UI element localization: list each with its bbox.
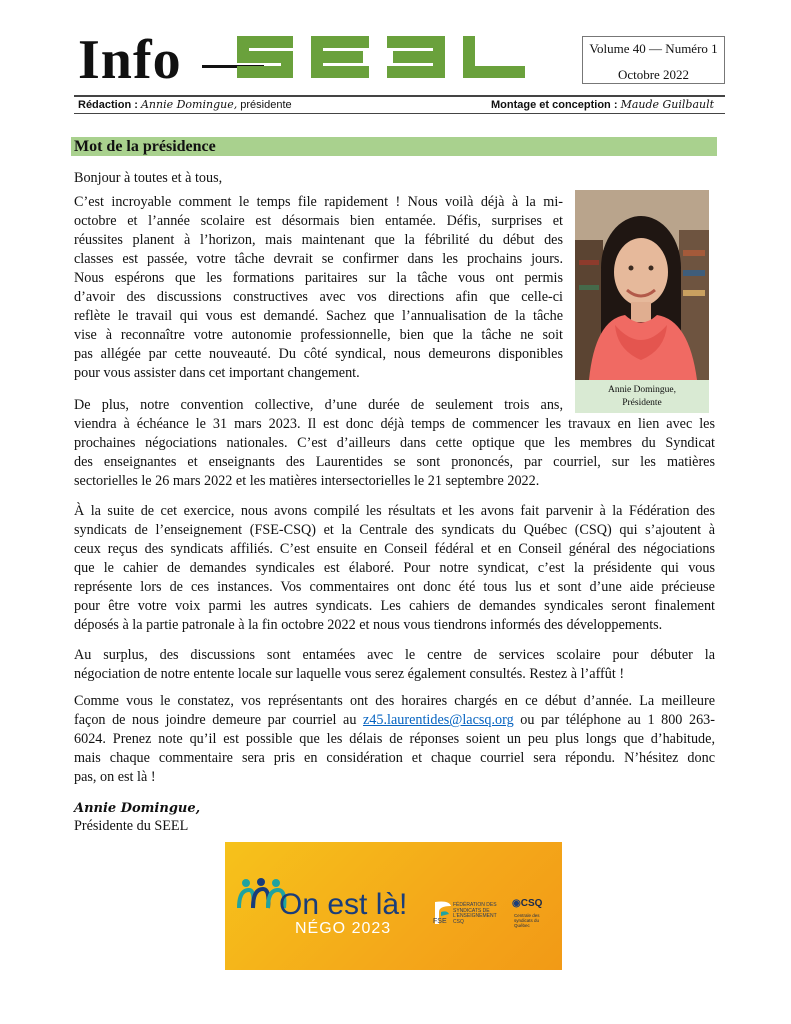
- montage-credit: Montage et conception : Maude Guilbault: [491, 98, 715, 111]
- redaction-credit: Rédaction : Annie Domingue, présidente: [78, 98, 292, 111]
- email-link[interactable]: z45.laurentides@lacsq.org: [363, 712, 514, 728]
- paragraph-2: viendra à échéance le 31 mars 2023. Il est donc déjà temps de commencer les travaux en lien avec les prochaines négociations nationales. C’est d’ailleurs dans cette optique que les membres du Syndicat des enseignantes et enseignants des Laurentides se sont prononcés, par courriel, sur les matières sectorielles le 26 mars 2022 et les matières intersectorielles le 21 septembre 2022.: [74, 416, 715, 489]
- paragraph-3: À la suite de cet exercice, nous avons compilé les résultats et les avons fait parvenir à la Fédération des syndicats de l’enseignement (FSE-CSQ) et la Centrale des syndicats du Québec (CSQ) qui s’ajoutent à ceux reçus des syndicats affiliés. C’est ensuite en Conseil fédéral et en Conseil général des négociations que le cahier de demandes syndicales est élaboré. Pour notre syndicat, c’est la présidente qui vous représente lors de ces instances. Vos commentaires ont donc été tous lus et sont d’une aide précieuse pour être votre voix parmi les autres syndicats. Les cahiers de demandes syndicales seront finalement déposés à la partie patronale à la fin octobre 2022 et nous vous tiendrons informés des développements.: [74, 503, 715, 633]
- section-title: Mot de la présidence: [74, 138, 216, 155]
- nego-2023-banner: [225, 842, 562, 970]
- signature-name: Annie Domingue,: [74, 801, 201, 816]
- seel-logo: [235, 34, 527, 80]
- masthead-rule-bottom: [74, 113, 725, 114]
- csq-name: Centrale des syndicats du Québec: [514, 913, 540, 928]
- photo-caption: [575, 380, 709, 413]
- svg-text:FSE: FSE: [433, 918, 447, 925]
- fse-logo-icon: [431, 900, 453, 926]
- caption-role: Présidente: [622, 398, 662, 408]
- paragraph-4: Au surplus, des discussions sont entamées avec le centre de services scolaire pour débuter la négociation de notre entente locale sur laquelle vous serez également consultés. Restez à l’affût !: [74, 647, 715, 682]
- issue-date: Octobre 2022: [617, 67, 690, 82]
- banner-slogan: On est là!: [279, 888, 408, 921]
- signature-title: Présidente du SEEL: [74, 818, 189, 834]
- banner-subtitle: NÉGO 2023: [295, 920, 392, 937]
- greeting: Bonjour à toutes et à tous,: [74, 170, 223, 186]
- masthead-rule-top: [74, 95, 725, 97]
- volume-number: Volume 40 — Numéro 1: [589, 41, 718, 56]
- paragraph-5: Comme vous le constatez, vos représentants ont des horaires chargés en ce début d’année. La meilleure façon de nous joindre demeure par courriel au z45.laurentides@lacsq.org ou par téléphone au 1 800 263- 6024. Prenez note qu’il est possible que les délais de réponses soient un peu plus longs que d’habitude, mais chaque commentaire sera pris en considération et chaque courriel sera répondu. N’hésitez donc pas, on est là !: [74, 693, 715, 785]
- csq-logo: ◉CSQ: [512, 898, 543, 909]
- newsletter-title-info: Info: [78, 29, 182, 91]
- caption-name: Annie Domingue,: [607, 385, 677, 395]
- president-photo: [575, 190, 709, 380]
- paragraph-1: C’est incroyable comment le temps file rapidement ! Nous voilà déjà à la mi- octobre et l’année scolaire est désormais bien entamée. Défis, surprises et réussites planent à l’horizon, mais maintenant que la fébrilité du début des classes est passée, votre tâche devrait se confirmer dans les prochains jours. Nous espérons que les formations paritaires sur la tâche vous ont permis d’avoir des discussions constructives avec vos directions afin que celle-ci reflète le travail qui vous est demandé. Sachez que l’annualisation de la tâche vise à reconnaître votre autonomie professionnelle, bien que la tâche ne soit pas allégée par cette nouveauté. Du côté syndical, nous demeurons disponibles pour vous assister dans cet important changement.: [74, 194, 563, 381]
- fse-name: FÉDÉRATION DES SYNDICATS DE L’ENSEIGNEMENT CSQ: [453, 902, 497, 925]
- paragraph-2-first-line: De plus, notre convention collective, d’une durée de seulement trois ans,: [74, 397, 563, 413]
- csq-swirl-icon: ◉: [512, 898, 521, 909]
- issue-box: [582, 36, 725, 84]
